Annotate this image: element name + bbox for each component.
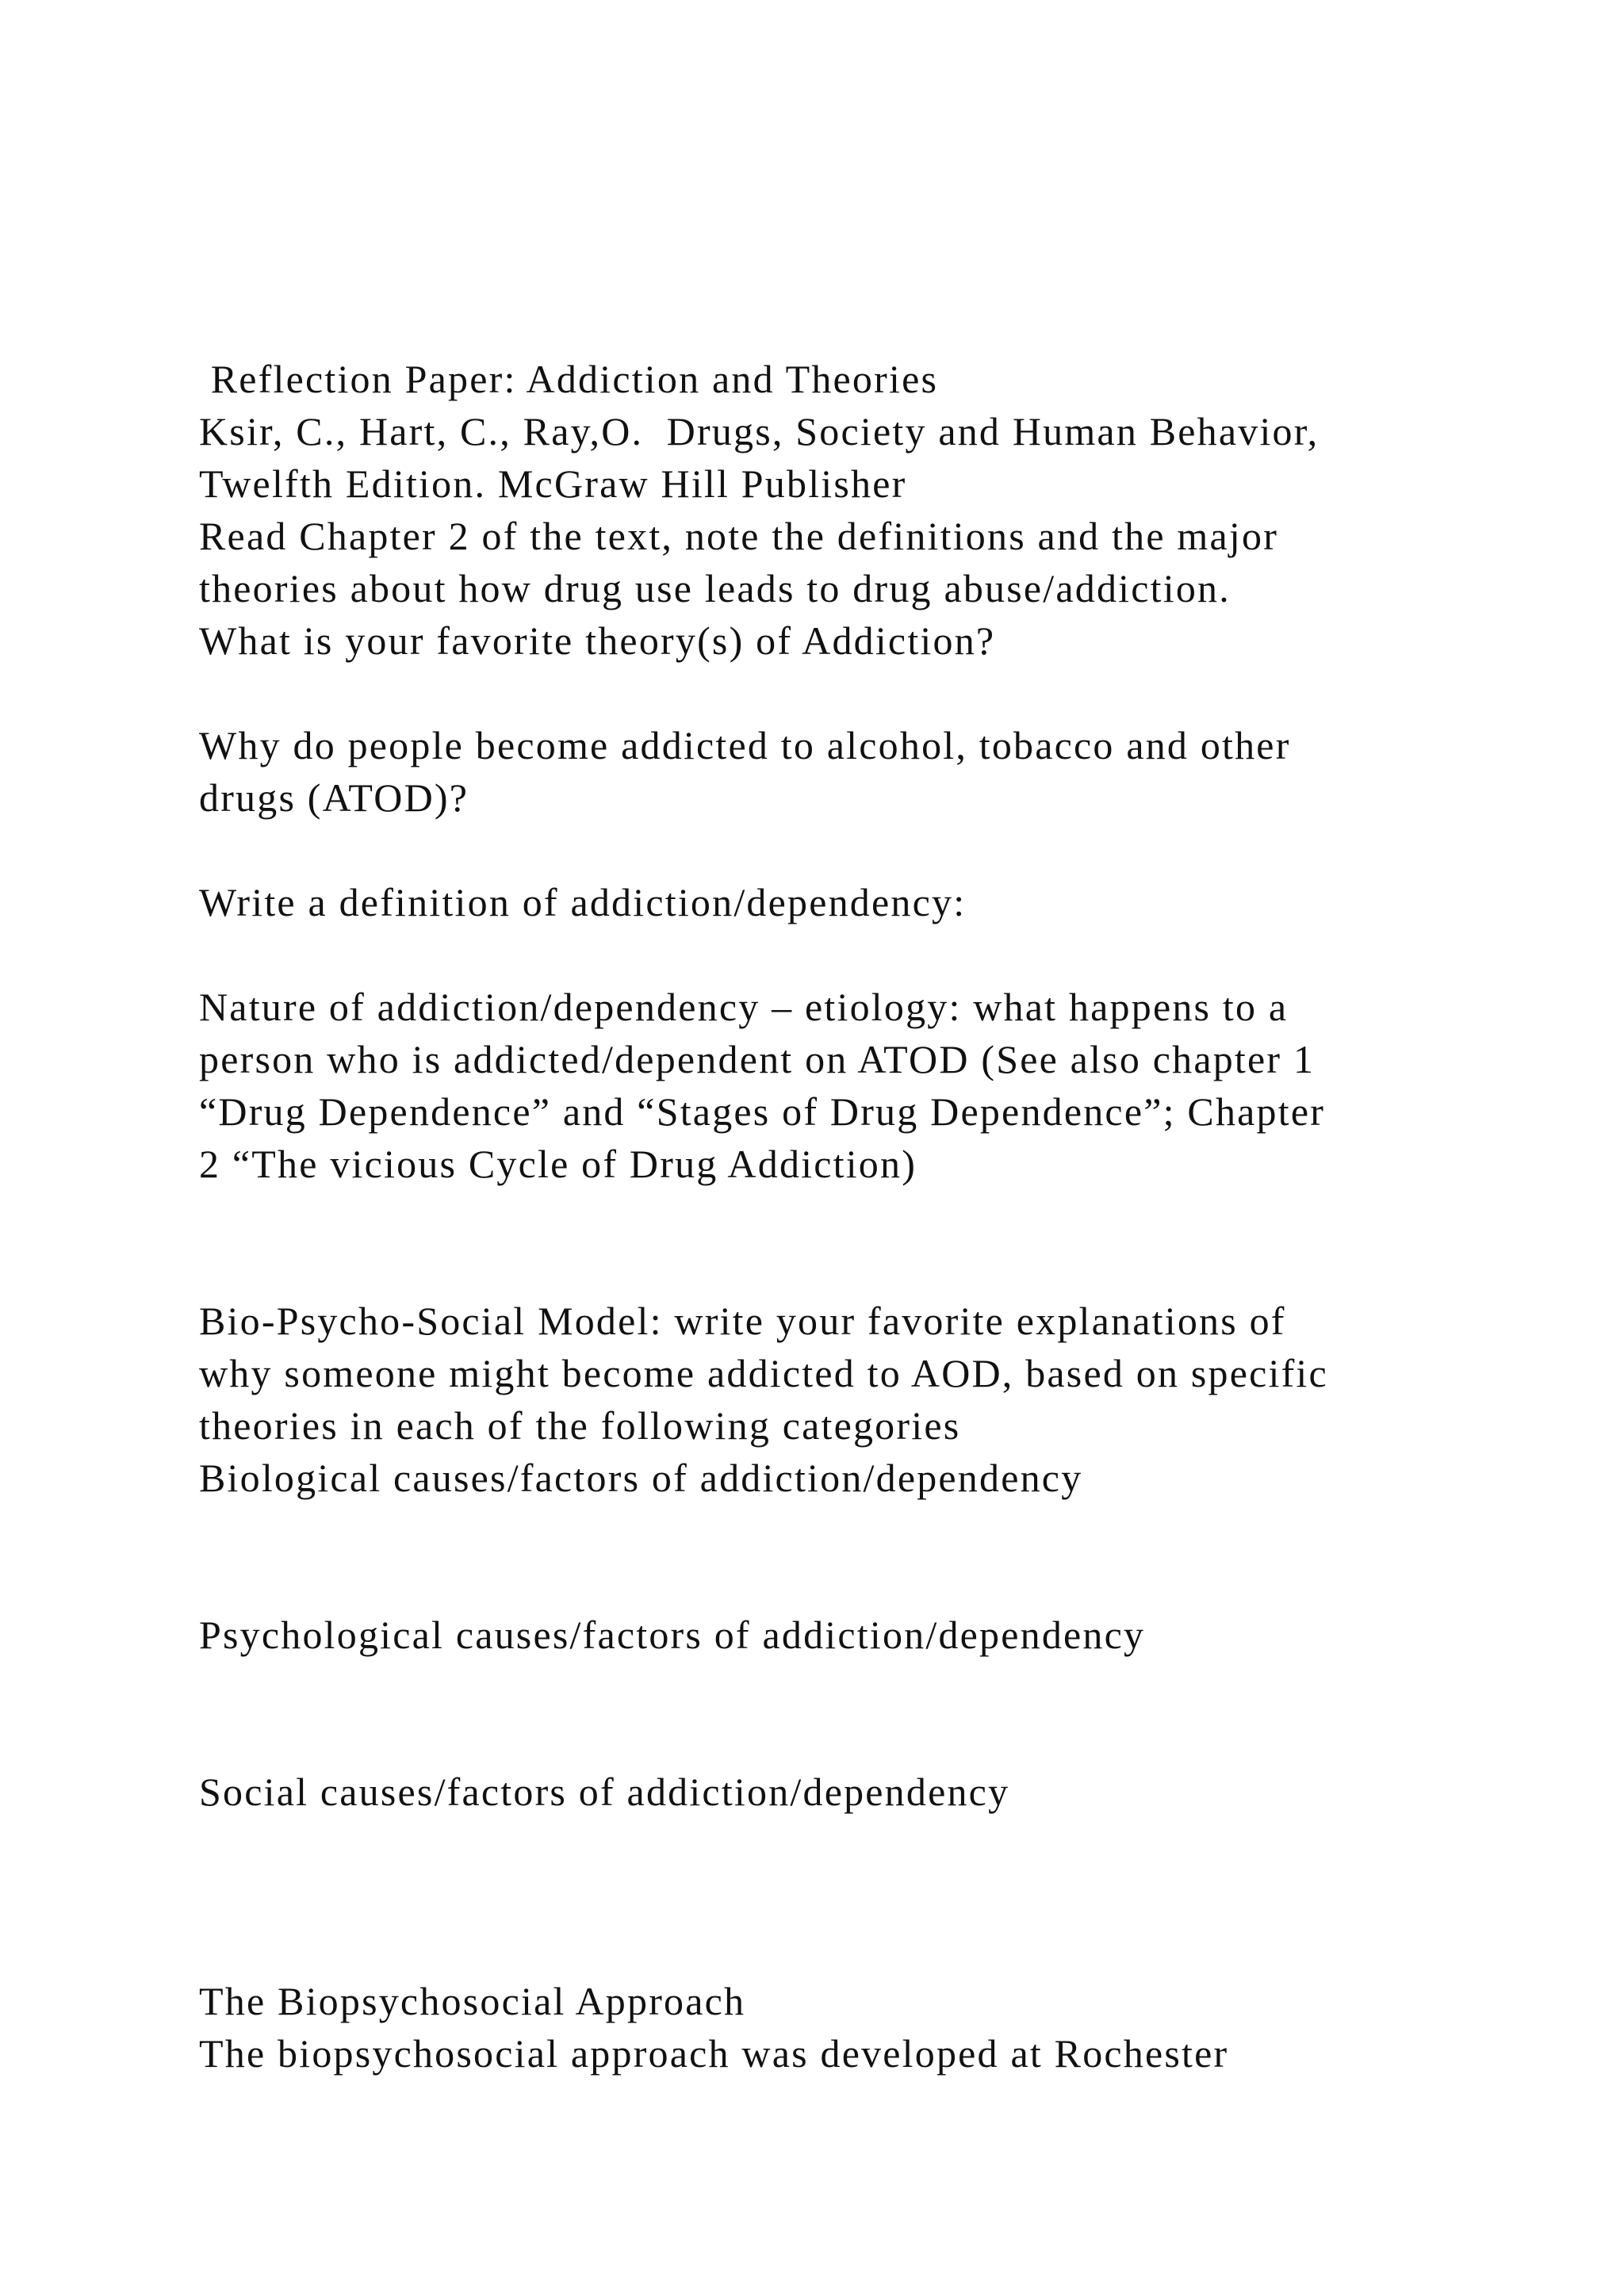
text-line: The biopsychosocial approach was developed at Rochester xyxy=(199,2031,1229,2076)
text-line: theories about how drug use leads to drug abuse/addiction. xyxy=(199,566,1231,610)
text-line: Nature of addiction/dependency – etiology: what happens to a xyxy=(199,985,1289,1029)
text-line: “Drug Dependence” and “Stages of Drug Dependence”; Chapter xyxy=(199,1089,1326,1134)
text-line: person who is addicted/dependent on ATOD (See also chapter 1 xyxy=(199,1037,1316,1081)
paper-title: Reflection Paper: Addiction and Theories xyxy=(199,357,939,401)
text-line: drugs (ATOD)? xyxy=(199,775,469,820)
text-line: Psychological causes/factors of addiction/dependency xyxy=(199,1613,1146,1657)
text-line: Why do people become addicted to alcohol, tobacco and other xyxy=(199,723,1291,767)
text-line: Social causes/factors of addiction/dependency xyxy=(199,1770,1010,1814)
text-line: Read Chapter 2 of the text, note the definitions and the major xyxy=(199,514,1279,558)
text-line: why someone might become addicted to AOD, based on specific xyxy=(199,1351,1328,1395)
text-line: What is your favorite theory(s) of Addiction? xyxy=(199,618,996,663)
text-line: Twelfth Edition. McGraw Hill Publisher xyxy=(199,461,907,506)
text-line: 2 “The vicious Cycle of Drug Addiction) xyxy=(199,1142,917,1186)
text-line: Write a definition of addiction/dependency: xyxy=(199,880,967,924)
text-line: Biological causes/factors of addiction/dependency xyxy=(199,1456,1083,1500)
text-line: Bio-Psycho-Social Model: write your favorite explanations of xyxy=(199,1299,1286,1343)
text-line: theories in each of the following categories xyxy=(199,1403,961,1448)
text-line: Ksir, C., Hart, C., Ray,O. Drugs, Society and Human Behavior, xyxy=(199,409,1320,453)
section-heading: The Biopsychosocial Approach xyxy=(199,1979,746,2023)
